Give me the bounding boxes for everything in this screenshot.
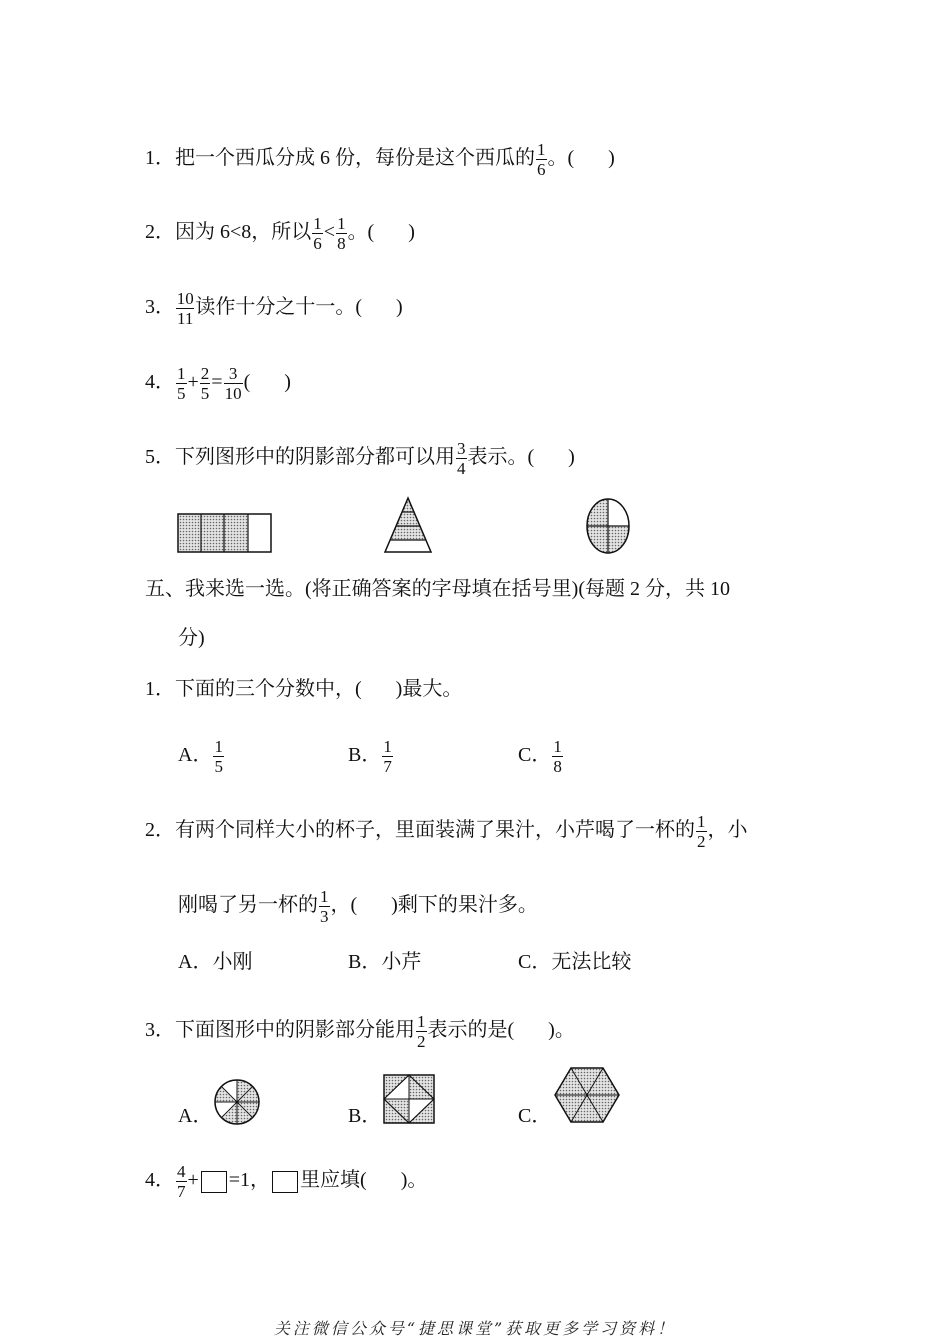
option-c: C．: [518, 1105, 552, 1127]
choice-question-2: 2．有两个同样大小的杯子，里面装满了果汁，小芹喝了一杯的 $\frac{1}{2}$ ，小: [145, 812, 748, 851]
shaded-triangle-figure: [382, 495, 434, 555]
shaded-hexagon-figure: [553, 1065, 621, 1125]
option-a: A．: [178, 1105, 213, 1127]
footer-note: 关注微信公众号“捷思课堂”获取更多学习资料！: [273, 1319, 677, 1338]
shaded-circle-figure: [212, 1077, 262, 1127]
judge-item-5: 5．下列图形中的阴影部分都可以用 $\frac{3}{4}$ 表示。( ): [145, 439, 575, 478]
option-c: C． $\frac{1}{8}$: [518, 737, 562, 776]
blank-box: [201, 1171, 227, 1193]
shaded-square-figure: [382, 1073, 436, 1125]
option-b: B． $\frac{1}{7}$: [348, 737, 392, 776]
shaded-rectangle-figure: [176, 512, 274, 554]
judge-item-1: 1．把一个西瓜分成 6 份，每份是这个西瓜的 $\frac{1}{6}$ 。( ): [145, 140, 615, 179]
fraction: $\frac{1}{6}$: [537, 140, 546, 179]
section-title-cont: 分): [178, 627, 205, 649]
choice-question-2-cont: 刚喝了另一杯的 $\frac{1}{3}$ ，( )剩下的果汁多。: [178, 887, 538, 926]
blank-box: [272, 1171, 298, 1193]
judge-item-2: 2．因为 6<8，所以 $\frac{1}{6}$ < $\frac{1}{8}$ 。( ): [145, 214, 415, 253]
option-b: B．小芹: [348, 951, 422, 973]
option-b: B．: [348, 1105, 382, 1127]
judge-item-4: 4． $\frac{1}{5}$ + $\frac{2}{5}$ = $\frac{3}{10}$ ( ): [145, 364, 291, 403]
choice-question-3: 3．下面图形中的阴影部分能用 $\frac{1}{2}$ 表示的是( )。: [145, 1012, 575, 1051]
choice-question-1: 1．下面的三个分数中，( )最大。: [145, 678, 463, 700]
judge-item-3: 3． $\frac{10}{11}$ 读作十分之十一。( ): [145, 289, 403, 328]
section-title: 五、我来选一选。(将正确答案的字母填在括号里)(每题 2 分，共 10: [145, 578, 730, 600]
option-c: C．无法比较: [518, 951, 632, 973]
shaded-oval-figure: [584, 496, 632, 556]
option-a: A．小刚: [178, 951, 253, 973]
option-a: A． $\frac{1}{5}$: [178, 737, 223, 776]
choice-question-4: 4． $\frac{4}{7}$ + =1， 里应填( )。: [145, 1162, 428, 1201]
